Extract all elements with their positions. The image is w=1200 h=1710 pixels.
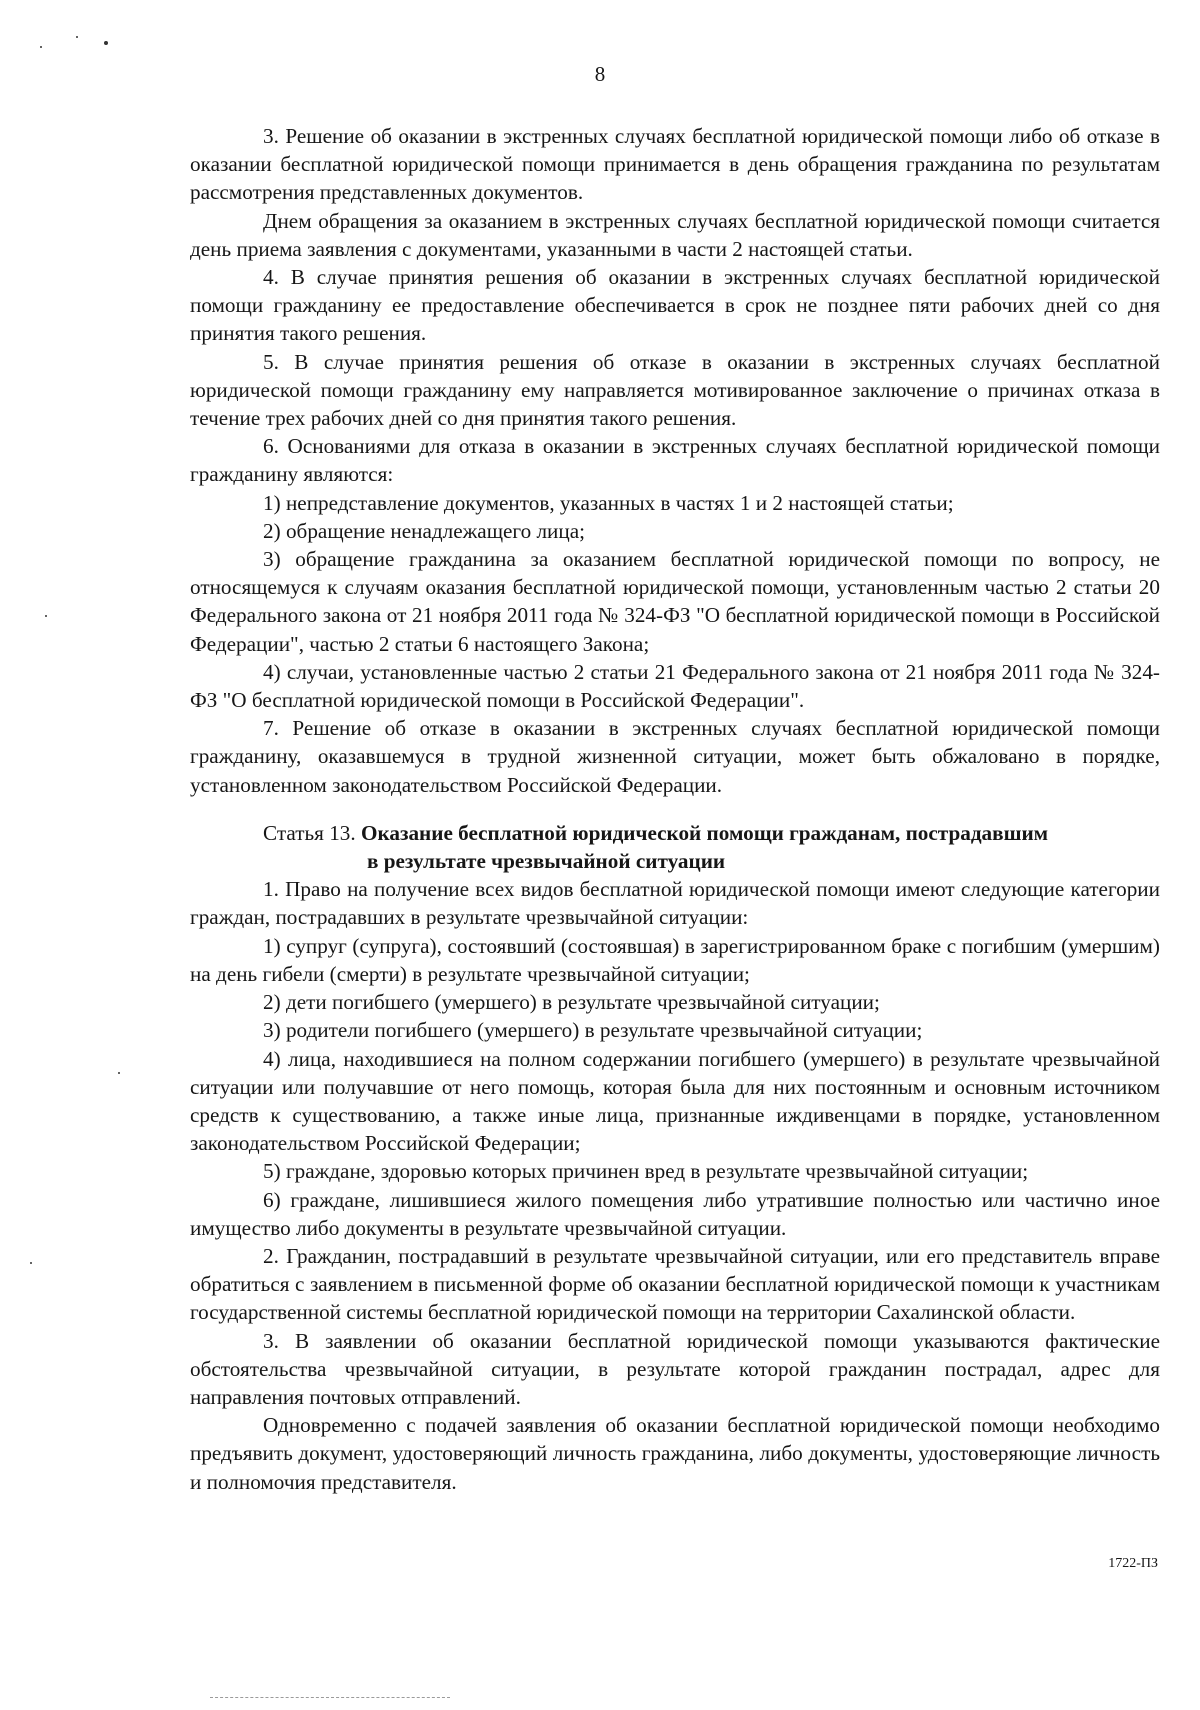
list-item: 2) дети погибшего (умершего) в результате чрезвычайной ситуации; [263, 990, 880, 1015]
article-title-line1: Оказание бесплатной юридической помощи гражданам, пострадавшим [360, 820, 1049, 845]
list-item: 5) граждане, здоровью которых причинен вред в результате чрезвычайной ситуации; [263, 1159, 1029, 1184]
article-heading [190, 819, 1160, 875]
paragraph: 6. Основаниями для отказа в оказании в экстренных случаях бесплатной юридической помощи гражданину являются: [190, 434, 1160, 487]
list-item: 6) граждане, лишившиеся жилого помещения либо утратившие полностью или частично иное имущество либо документы в результате чрезвычайной ситуации. [190, 1187, 1160, 1240]
scan-speck [76, 36, 78, 38]
footer-divider [210, 1697, 450, 1698]
article-label: Статья 13. [263, 820, 356, 845]
scan-speck [104, 41, 108, 45]
document-body [190, 122, 1160, 1496]
paragraph: Днем обращения за оказанием в экстренных случаях бесплатной юридической помощи считается день приема заявления с документами, указанными в части 2 настоящей статьи. [190, 208, 1160, 261]
paragraph: Одновременно с подачей заявления об оказании бесплатной юридической помощи необходимо предъявить документ, удостоверяющий личность гражданина, либо документы, удостоверяющие личность и полномочия представителя. [190, 1413, 1160, 1494]
article-title-line2: в результате чрезвычайной ситуации [367, 849, 726, 874]
paragraph: 5. В случае принятия решения об отказе в оказании в экстренных случаях бесплатной юридической помощи гражданину ему направляется мотивированное заключение о причинах отказа в течение трех рабочих дней со дня принятия такого решения. [190, 349, 1160, 431]
document-code: 1722-ПЗ [1108, 1556, 1158, 1571]
list-item: 1) непредставление документов, указанных в частях 1 и 2 настоящей статьи; [263, 490, 954, 515]
list-item: 2) обращение ненадлежащего лица; [263, 518, 586, 543]
list-item: 1) супруг (супруга), состоявший (состоявшая) в зарегистрированном браке с погибшим (умершим) на день гибели (смерти) в результате чрезвычайной ситуации; [190, 933, 1160, 986]
list-item: 3) родители погибшего (умершего) в результате чрезвычайной ситуации; [263, 1018, 923, 1043]
list-item: 3) обращение гражданина за оказанием бесплатной юридической помощи по вопросу, не относящемуся к случаям оказания бесплатной юридической помощи, установленным частью 2 статьи 20 Федерального закона от 21 ноября 2011 года № 324-ФЗ "О бесплатной юридической помощи в Российской Федерации", частью 2 статьи 6 настоящего Закона; [190, 547, 1160, 656]
scan-speck [30, 1262, 32, 1264]
scan-speck [40, 46, 42, 48]
list-item: 4) случаи, установленные частью 2 статьи 21 Федерального закона от 21 ноября 2011 года № 324-ФЗ "О бесплатной юридической помощи в Российской Федерации". [190, 659, 1160, 713]
scan-speck [45, 615, 47, 617]
paragraph: 1. Право на получение всех видов бесплатной юридической помощи имеют следующие категории граждан, пострадавших в результате чрезвычайной ситуации: [190, 877, 1160, 930]
paragraph: 3. В заявлении об оказании бесплатной юридической помощи указываются фактические обстоятельства чрезвычайной ситуации, в результате которой гражданин пострадал, адрес для направления почтовых отправлений. [190, 1328, 1160, 1409]
page-number: 8 [594, 62, 606, 86]
scan-speck [118, 1072, 120, 1074]
list-item: 4) лица, находившиеся на полном содержании погибшего (умершего) в результате чрезвычайной ситуации или получавшие от него помощь, которая была для них постоянным и основным источником средств к существованию, а также иные лица, признанные иждивенцами в порядке, установленном законодательством Российской Федерации; [190, 1046, 1160, 1156]
paragraph: 3. Решение об оказании в экстренных случаях бесплатной юридической помощи либо об отказе в оказании бесплатной юридической помощи принимается в день обращения гражданина по результатам рассмотрения представленных документов. [190, 124, 1160, 205]
paragraph: 4. В случае принятия решения об оказании в экстренных случаях бесплатной юридической помощи гражданину ее предоставление обеспечивается в срок не позднее пяти рабочих дней со дня принятия такого решения. [190, 265, 1160, 346]
paragraph: 2. Гражданин, пострадавший в результате чрезвычайной ситуации, или его представитель вправе обратиться с заявлением в письменной форме об оказании бесплатной юридической помощи к участникам государственной системы бесплатной юридической помощи на территории Сахалинской области. [190, 1243, 1160, 1325]
paragraph: 7. Решение об отказе в оказании в экстренных случаях бесплатной юридической помощи гражданину, оказавшемуся в трудной жизненной ситуации, может быть обжаловано в порядке, установленном законодательством Российской Федерации. [190, 716, 1160, 797]
